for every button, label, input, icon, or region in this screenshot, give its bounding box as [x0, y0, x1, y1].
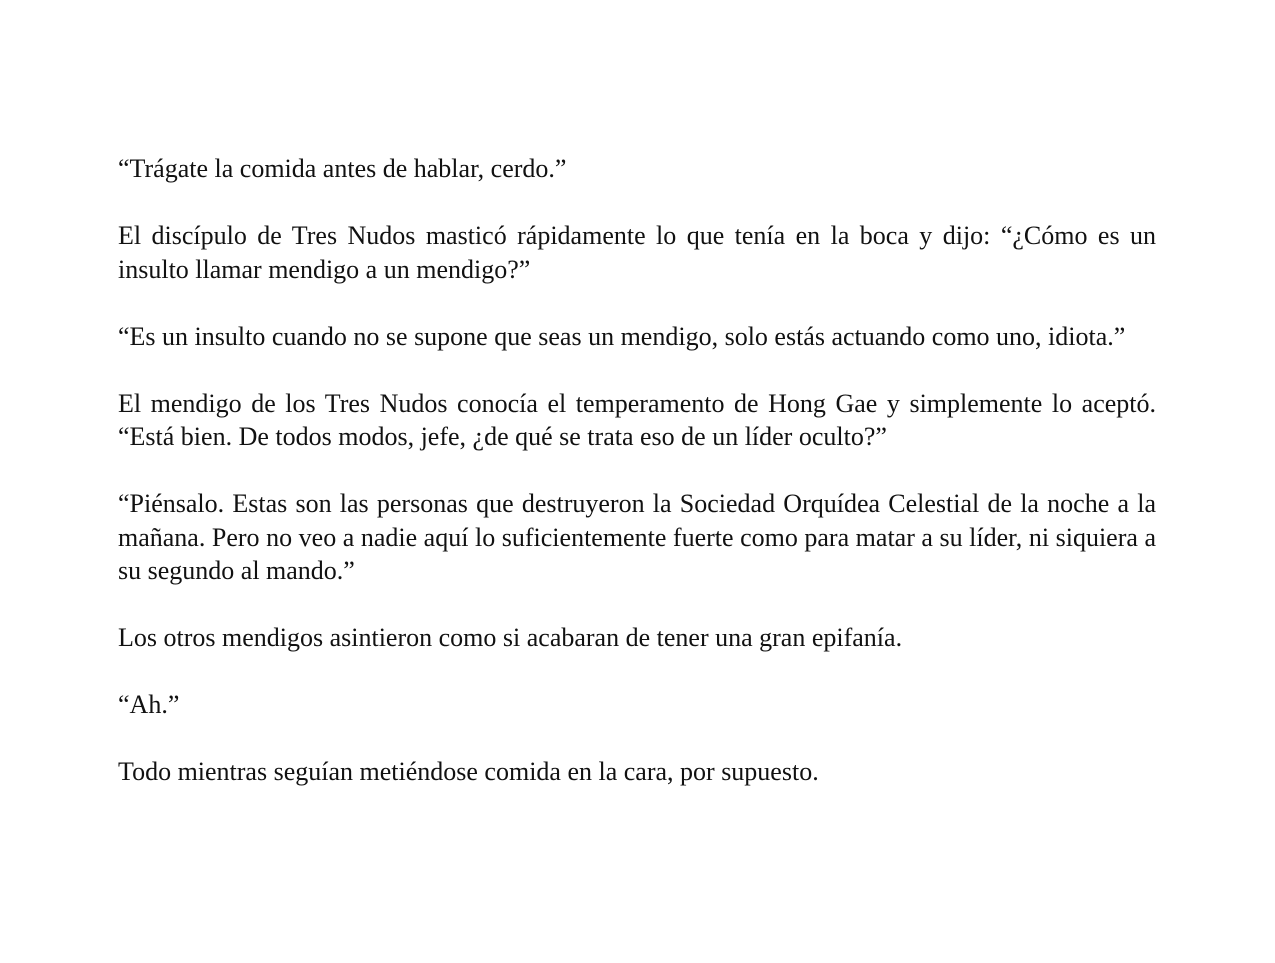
document-body [118, 152, 1156, 789]
paragraph-3: “Es un insulto cuando no se supone que seas un mendigo, solo estás actuando como uno, idiota.” [118, 321, 1126, 351]
paragraph-6: Los otros mendigos asintieron como si acabaran de tener una gran epifanía. [118, 623, 903, 652]
paragraph-4: El mendigo de los Tres Nudos conocía el temperamento de Hong Gae y simplemente lo aceptó. “Está bien. De todos modos, jefe, ¿de qué se trata eso de un líder oculto?” [118, 388, 1156, 451]
paragraph-2: El discípulo de Tres Nudos masticó rápidamente lo que tenía en la boca y dijo: “¿Cómo es un insulto llamar mendigo a un mendigo?” [118, 221, 1156, 284]
paragraph-5: “Piénsalo. Estas son las personas que destruyeron la Sociedad Orquídea Celestial de la noche a la mañana. Pero no veo a nadie aquí lo suficientemente fuerte como para matar a su líder, ni siquiera a su segundo al mando.” [118, 489, 1156, 585]
paragraph-1: “Trágate la comida antes de hablar, cerdo.” [118, 154, 567, 183]
paragraph-8: Todo mientras seguían metiéndose comida en la cara, por supuesto. [118, 757, 819, 786]
paragraph-7: “Ah.” [118, 690, 180, 719]
